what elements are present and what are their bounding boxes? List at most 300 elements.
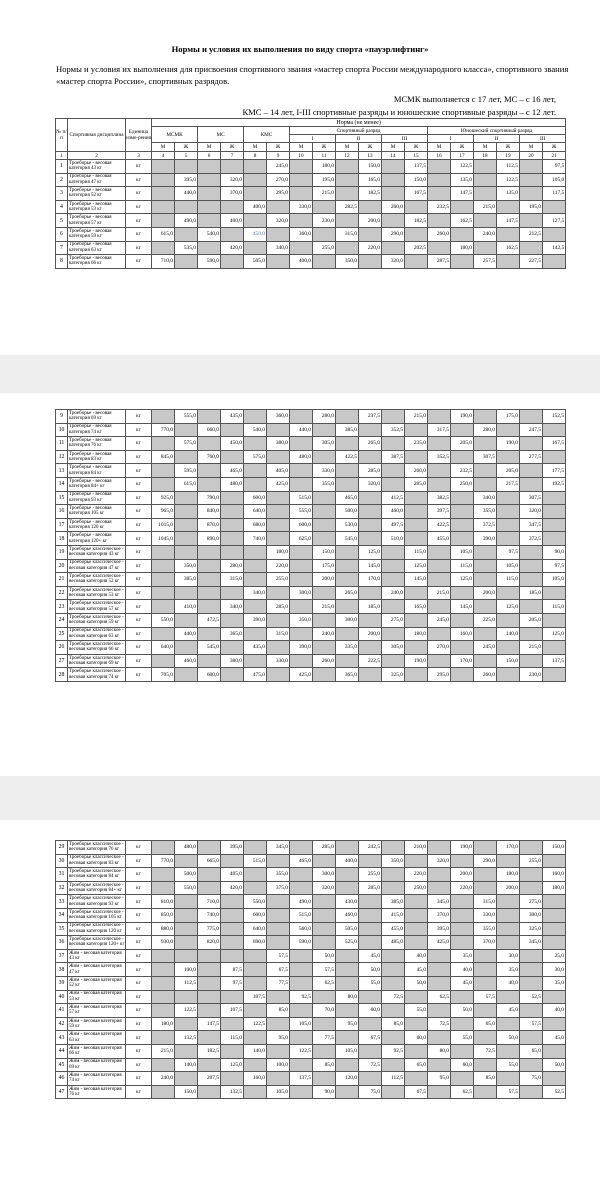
norm-value-cell: 422,5 xyxy=(336,450,359,464)
norm-value-cell xyxy=(428,477,451,491)
norm-value-cell: 352,5 xyxy=(382,423,405,437)
norm-value-cell xyxy=(152,437,175,451)
norm-value-cell xyxy=(497,895,520,909)
norm-value-cell: 845,0 xyxy=(152,450,175,464)
norm-value-cell xyxy=(221,922,244,936)
norm-value-cell xyxy=(221,1017,244,1031)
row-number: 28 xyxy=(56,668,68,682)
norm-value-cell xyxy=(382,963,405,977)
discipline-name: Троеборье - весовая категория 93 кг xyxy=(68,491,126,505)
row-number: 14 xyxy=(56,477,68,491)
norm-value-cell: 790,0 xyxy=(198,491,221,505)
table-row xyxy=(56,505,566,519)
norm-value-cell xyxy=(152,187,175,201)
header-msmk: МСМК xyxy=(152,127,198,143)
norm-value-cell: 740,0 xyxy=(244,532,267,546)
norm-value-cell: 105,0 xyxy=(290,1017,313,1031)
column-number: 15 xyxy=(405,152,428,160)
norm-value-cell: 490,0 xyxy=(290,895,313,909)
discipline-name: Троеборье классическое - весовая категория 43 кг xyxy=(69,546,124,558)
norm-value-cell xyxy=(405,668,428,682)
norm-value-cell: 212,5 xyxy=(520,227,543,241)
norm-value-cell: 200,0 xyxy=(359,627,382,641)
norm-value-cell xyxy=(175,613,198,627)
norm-value-cell: 105,0 xyxy=(543,573,566,587)
norm-value-cell xyxy=(221,160,244,174)
norm-value-cell: 760,0 xyxy=(198,450,221,464)
norm-value-cell xyxy=(290,559,313,573)
norm-value-cell: 370,0 xyxy=(221,187,244,201)
norm-value-cell: 77,5 xyxy=(267,976,290,990)
norm-value-cell xyxy=(198,600,221,614)
norm-value-cell: 240,0 xyxy=(474,227,497,241)
norm-value-cell xyxy=(520,437,543,451)
norm-value-cell: 100,0 xyxy=(175,963,198,977)
unit-cell: кг xyxy=(126,881,152,895)
unit-cell: кг xyxy=(126,854,152,868)
norm-value-cell xyxy=(359,1072,382,1086)
column-number: 10 xyxy=(290,152,313,160)
norm-value-cell xyxy=(543,895,566,909)
norm-value-cell xyxy=(359,641,382,655)
norm-value-cell: 380,0 xyxy=(221,654,244,668)
norm-value-cell xyxy=(428,1004,451,1018)
norm-value-cell: 125,0 xyxy=(451,573,474,587)
norm-value-cell xyxy=(175,668,198,682)
norm-value-cell xyxy=(244,545,267,559)
norm-value-cell xyxy=(474,241,497,255)
norm-value-cell xyxy=(244,437,267,451)
unit-cell: кг xyxy=(126,1017,152,1031)
norm-value-cell xyxy=(267,1017,290,1031)
norm-value-cell xyxy=(405,518,428,532)
discipline-name: Троеборье - весовая категория 57 кг xyxy=(68,214,126,228)
norm-value-cell: 595,0 xyxy=(175,464,198,478)
norm-value-cell xyxy=(359,423,382,437)
norm-value-cell xyxy=(267,854,290,868)
row-number: 47 xyxy=(56,1085,68,1099)
norm-value-cell xyxy=(336,627,359,641)
norm-value-cell: 615,0 xyxy=(175,477,198,491)
norm-value-cell xyxy=(336,241,359,255)
norm-value-cell xyxy=(474,1058,497,1072)
norm-value-cell xyxy=(267,1072,290,1086)
norm-value-cell: 237,5 xyxy=(359,410,382,424)
norm-value-cell: 710,0 xyxy=(152,255,175,269)
norm-value-cell: 270,0 xyxy=(428,641,451,655)
norm-value-cell: 600,0 xyxy=(244,491,267,505)
column-number: 7 xyxy=(221,152,244,160)
norm-value-cell xyxy=(221,423,244,437)
norm-value-cell: 95,0 xyxy=(336,1017,359,1031)
norm-value-cell xyxy=(152,1031,175,1045)
norm-value-cell: 122,5 xyxy=(290,1044,313,1058)
norm-value-cell xyxy=(382,241,405,255)
row-number: 17 xyxy=(56,518,68,532)
norm-value-cell: 287,5 xyxy=(428,255,451,269)
norm-value-cell: 575,0 xyxy=(175,437,198,451)
norm-value-cell: 95,0 xyxy=(267,1031,290,1045)
table-row xyxy=(56,437,566,451)
norm-value-cell xyxy=(405,532,428,546)
table-row xyxy=(56,881,566,895)
norm-value-cell: 207,5 xyxy=(198,1072,221,1086)
norm-value-cell: 680,0 xyxy=(244,518,267,532)
norm-value-cell xyxy=(198,173,221,187)
unit-cell: кг xyxy=(126,160,152,174)
norm-value-cell: 115,0 xyxy=(543,600,566,614)
norm-value-cell: 115,0 xyxy=(451,559,474,573)
norm-value-cell: 400,0 xyxy=(221,214,244,228)
norm-value-cell: 255,0 xyxy=(359,868,382,882)
norm-value-cell xyxy=(497,450,520,464)
norm-value-cell xyxy=(152,654,175,668)
discipline-name: Троеборье классическое - весовая категория 47 кг xyxy=(69,560,124,571)
norm-value-cell xyxy=(267,505,290,519)
norm-value-cell xyxy=(313,586,336,600)
norm-value-cell xyxy=(405,895,428,909)
discipline-name: Жим - весовая категория 74 кг xyxy=(68,1072,126,1086)
norm-value-cell: 62,5 xyxy=(451,1085,474,1099)
norm-value-cell xyxy=(198,464,221,478)
page-1 xyxy=(0,0,600,355)
norm-value-cell xyxy=(175,518,198,532)
norm-value-cell xyxy=(198,477,221,491)
norm-value-cell xyxy=(244,573,267,587)
table-row xyxy=(56,641,566,655)
unit-cell: кг xyxy=(126,600,152,614)
norm-value-cell xyxy=(152,1058,175,1072)
norm-value-cell xyxy=(221,227,244,241)
norm-value-cell xyxy=(267,423,290,437)
table-row xyxy=(56,936,566,950)
norm-value-cell: 62,5 xyxy=(428,990,451,1004)
norm-value-cell: 235,0 xyxy=(405,437,428,451)
table-row xyxy=(56,464,566,478)
norm-value-cell xyxy=(244,654,267,668)
row-number: 10 xyxy=(56,423,68,437)
norm-value-cell xyxy=(175,990,198,1004)
norm-value-cell: 222,5 xyxy=(359,654,382,668)
norm-value-cell: 295,0 xyxy=(428,668,451,682)
norm-value-cell xyxy=(428,464,451,478)
discipline-name: Троеборье - весовая категория 53 кг xyxy=(68,200,126,214)
norm-value-cell: 190,0 xyxy=(451,410,474,424)
discipline-name: Троеборье - весовая категория 63 кг xyxy=(68,241,126,255)
norm-value-cell: 140,0 xyxy=(175,1058,198,1072)
norm-value-cell xyxy=(313,255,336,269)
discipline-name: Троеборье классическое - весовая категория 57 кг xyxy=(69,601,124,612)
norm-value-cell xyxy=(313,908,336,922)
norm-value-cell xyxy=(405,255,428,269)
norm-value-cell: 472,5 xyxy=(198,613,221,627)
row-number: 7 xyxy=(56,241,68,255)
norm-value-cell xyxy=(451,854,474,868)
norm-value-cell xyxy=(313,1072,336,1086)
norm-value-cell: 85,0 xyxy=(382,1017,405,1031)
norm-value-cell: 52,5 xyxy=(520,990,543,1004)
norm-value-cell xyxy=(428,1031,451,1045)
norm-value-cell: 215,0 xyxy=(405,410,428,424)
norm-value-cell: 345,0 xyxy=(520,936,543,950)
norm-value-cell: 775,0 xyxy=(198,922,221,936)
norm-value-cell: 180,0 xyxy=(152,1017,175,1031)
norm-value-cell xyxy=(290,173,313,187)
norm-value-cell xyxy=(359,586,382,600)
norm-value-cell xyxy=(175,936,198,950)
norm-value-cell xyxy=(221,668,244,682)
norm-value-cell: 50,0 xyxy=(451,1004,474,1018)
norm-value-cell: 200,0 xyxy=(497,881,520,895)
norm-value-cell: 485,0 xyxy=(382,936,405,950)
discipline-name: Троеборье классическое - весовая категория 84+ кг xyxy=(69,882,124,894)
norm-value-cell: 210,0 xyxy=(405,841,428,855)
norm-value-cell: 190,0 xyxy=(451,841,474,855)
norm-value-cell xyxy=(359,895,382,909)
norm-value-cell: 307,5 xyxy=(474,450,497,464)
norm-value-cell xyxy=(451,1017,474,1031)
norm-value-cell xyxy=(336,559,359,573)
norm-value-cell: 250,0 xyxy=(451,477,474,491)
table-row xyxy=(56,1085,566,1099)
norm-value-cell xyxy=(244,627,267,641)
norm-value-cell: 45,0 xyxy=(359,949,382,963)
norm-value-cell xyxy=(543,491,566,505)
row-number: 38 xyxy=(56,963,68,977)
norm-value-cell xyxy=(405,227,428,241)
norm-value-cell: 390,0 xyxy=(290,641,313,655)
table-row xyxy=(56,1058,566,1072)
norm-value-cell: 200,0 xyxy=(451,868,474,882)
norm-value-cell: 132,5 xyxy=(221,1085,244,1099)
norm-value-cell: 185,0 xyxy=(520,586,543,600)
norm-value-cell xyxy=(152,976,175,990)
norm-value-cell: 440,0 xyxy=(175,627,198,641)
norm-value-cell xyxy=(543,450,566,464)
norm-value-cell: 465,0 xyxy=(336,491,359,505)
unit-cell: кг xyxy=(126,518,152,532)
norm-value-cell xyxy=(451,518,474,532)
row-number: 44 xyxy=(56,1044,68,1058)
norm-value-cell xyxy=(543,990,566,1004)
norm-value-cell: 140,0 xyxy=(244,1044,267,1058)
norm-value-cell xyxy=(543,586,566,600)
column-number: 20 xyxy=(520,152,543,160)
norm-value-cell: 515,0 xyxy=(290,908,313,922)
norm-value-cell: 180,0 xyxy=(543,881,566,895)
norm-value-cell: 137,5 xyxy=(290,1072,313,1086)
table-row xyxy=(56,477,566,491)
norm-value-cell xyxy=(497,922,520,936)
norm-value-cell xyxy=(451,586,474,600)
unit-cell: кг xyxy=(126,559,152,573)
norm-value-cell: 320,0 xyxy=(520,505,543,519)
norm-value-cell xyxy=(244,1031,267,1045)
norm-value-cell: 397,5 xyxy=(428,505,451,519)
norm-value-cell xyxy=(497,908,520,922)
page-separator xyxy=(0,776,600,820)
column-number: 13 xyxy=(359,152,382,160)
norm-value-cell xyxy=(405,423,428,437)
norm-value-cell xyxy=(382,841,405,855)
norm-value-cell: 115,0 xyxy=(405,545,428,559)
table-row xyxy=(56,573,566,587)
norm-value-cell xyxy=(474,1004,497,1018)
norm-value-cell: 600,0 xyxy=(198,668,221,682)
unit-cell: кг xyxy=(126,200,152,214)
norm-value-cell xyxy=(520,881,543,895)
norm-value-cell: 555,0 xyxy=(175,410,198,424)
norm-value-cell: 115,0 xyxy=(497,573,520,587)
unit-cell: кг xyxy=(126,627,152,641)
norm-value-cell xyxy=(428,160,451,174)
norm-value-cell xyxy=(198,241,221,255)
norm-value-cell: 145,0 xyxy=(359,559,382,573)
norm-value-cell: 285,0 xyxy=(313,841,336,855)
norm-value-cell: 370,0 xyxy=(474,936,497,950)
norm-value-cell: 232,5 xyxy=(451,464,474,478)
norm-value-cell xyxy=(497,532,520,546)
norm-value-cell xyxy=(497,990,520,1004)
norm-value-cell xyxy=(543,1017,566,1031)
norm-value-cell xyxy=(520,627,543,641)
column-number: 9 xyxy=(267,152,290,160)
row-number: 16 xyxy=(56,505,68,519)
unit-cell: кг xyxy=(126,173,152,187)
table-row xyxy=(56,841,566,855)
norm-value-cell xyxy=(359,255,382,269)
norm-value-cell: 505,0 xyxy=(336,922,359,936)
norm-value-cell xyxy=(382,187,405,201)
norm-value-cell: 810,0 xyxy=(152,895,175,909)
norm-value-cell: 390,0 xyxy=(244,613,267,627)
norm-value-cell: 415,0 xyxy=(382,908,405,922)
norm-value-cell: 72,5 xyxy=(359,1058,382,1072)
norm-value-cell xyxy=(520,1085,543,1099)
norm-value-cell: 515,0 xyxy=(244,854,267,868)
norm-value-cell xyxy=(474,1085,497,1099)
discipline-name: Троеборье - весовая категория 69 кг xyxy=(68,410,126,424)
discipline-name: Троеборье классическое - весовая категория 120 кг xyxy=(69,923,124,934)
unit-cell: кг xyxy=(126,613,152,627)
norm-value-cell xyxy=(497,255,520,269)
norm-value-cell: 260,0 xyxy=(382,200,405,214)
column-number: 1 xyxy=(56,152,68,160)
norm-value-cell: 60,0 xyxy=(405,1031,428,1045)
norm-value-cell xyxy=(451,491,474,505)
unit-cell: кг xyxy=(126,1031,152,1045)
unit-cell: кг xyxy=(126,949,152,963)
unit-cell: кг xyxy=(126,641,152,655)
norm-value-cell xyxy=(290,949,313,963)
norm-value-cell: 167,5 xyxy=(543,437,566,451)
norm-value-cell: 380,0 xyxy=(267,437,290,451)
row-number: 15 xyxy=(56,491,68,505)
norm-value-cell: 320,0 xyxy=(359,477,382,491)
norm-value-cell: 147,5 xyxy=(497,214,520,228)
norm-value-cell: 500,0 xyxy=(336,505,359,519)
norm-value-cell: 300,0 xyxy=(290,586,313,600)
norm-value-cell: 45,0 xyxy=(543,1031,566,1045)
norm-value-cell xyxy=(382,214,405,228)
norm-value-cell: 317,5 xyxy=(428,423,451,437)
norm-value-cell xyxy=(198,627,221,641)
header-sport-r2: II xyxy=(336,135,382,143)
table-row xyxy=(56,949,566,963)
row-number: 40 xyxy=(56,990,68,1004)
norm-value-cell: 125,0 xyxy=(359,545,382,559)
norm-value-cell: 460,0 xyxy=(175,654,198,668)
norm-value-cell xyxy=(198,187,221,201)
norm-value-cell: 97,5 xyxy=(543,559,566,573)
discipline-name: Троеборье - весовая категория 74 кг xyxy=(68,423,126,437)
norm-value-cell: 215,0 xyxy=(428,586,451,600)
norm-value-cell: 175,0 xyxy=(313,559,336,573)
norm-value-cell xyxy=(221,1044,244,1058)
discipline-name: Троеборье классическое - весовая категория 59 кг xyxy=(69,614,124,626)
norm-value-cell xyxy=(198,160,221,174)
norm-value-cell: 30,0 xyxy=(497,949,520,963)
norm-value-cell: 170,0 xyxy=(451,654,474,668)
norm-value-cell: 160,0 xyxy=(451,627,474,641)
norm-value-cell xyxy=(405,1072,428,1086)
table-row xyxy=(56,200,566,214)
norm-value-cell: 150,0 xyxy=(359,160,382,174)
norm-value-cell: 460,0 xyxy=(382,505,405,519)
discipline-name: Троеборье - весовая категория 59 кг xyxy=(68,227,126,241)
norm-value-cell xyxy=(152,241,175,255)
norm-value-cell: 105,0 xyxy=(497,559,520,573)
norm-value-cell xyxy=(451,227,474,241)
norm-value-cell: 87,5 xyxy=(221,963,244,977)
norm-value-cell xyxy=(175,922,198,936)
norm-value-cell xyxy=(244,173,267,187)
norm-value-cell: 355,0 xyxy=(267,868,290,882)
norm-value-cell: 385,0 xyxy=(175,573,198,587)
norm-value-cell xyxy=(543,641,566,655)
header-women: Ж xyxy=(405,143,428,152)
norm-value-cell: 57,5 xyxy=(474,990,497,1004)
row-number: 8 xyxy=(56,255,68,269)
norm-value-cell xyxy=(175,200,198,214)
norm-value-cell xyxy=(198,963,221,977)
norm-value-cell: 50,0 xyxy=(405,976,428,990)
norm-value-cell xyxy=(405,491,428,505)
norm-value-cell: 160,0 xyxy=(543,868,566,882)
norm-value-cell xyxy=(175,255,198,269)
norm-value-cell: 175,0 xyxy=(497,410,520,424)
norm-value-cell: 265,0 xyxy=(336,586,359,600)
norm-value-cell: 40,0 xyxy=(497,976,520,990)
norm-value-cell: 100,0 xyxy=(267,1058,290,1072)
norm-value-cell: 115,0 xyxy=(221,1031,244,1045)
table-row xyxy=(56,173,566,187)
row-number: 35 xyxy=(56,922,68,936)
row-number: 36 xyxy=(56,936,68,950)
norm-value-cell: 125,0 xyxy=(221,1058,244,1072)
norm-value-cell: 420,0 xyxy=(221,881,244,895)
norm-value-cell xyxy=(382,600,405,614)
header-women: Ж xyxy=(359,143,382,152)
norm-value-cell xyxy=(359,518,382,532)
norm-value-cell: 60,0 xyxy=(451,1058,474,1072)
norm-value-cell: 95,0 xyxy=(428,1072,451,1086)
header-women: Ж xyxy=(313,143,336,152)
table-row xyxy=(56,187,566,201)
norm-value-cell xyxy=(474,1031,497,1045)
norm-value-cell xyxy=(497,423,520,437)
norm-value-cell: 122,5 xyxy=(244,1017,267,1031)
